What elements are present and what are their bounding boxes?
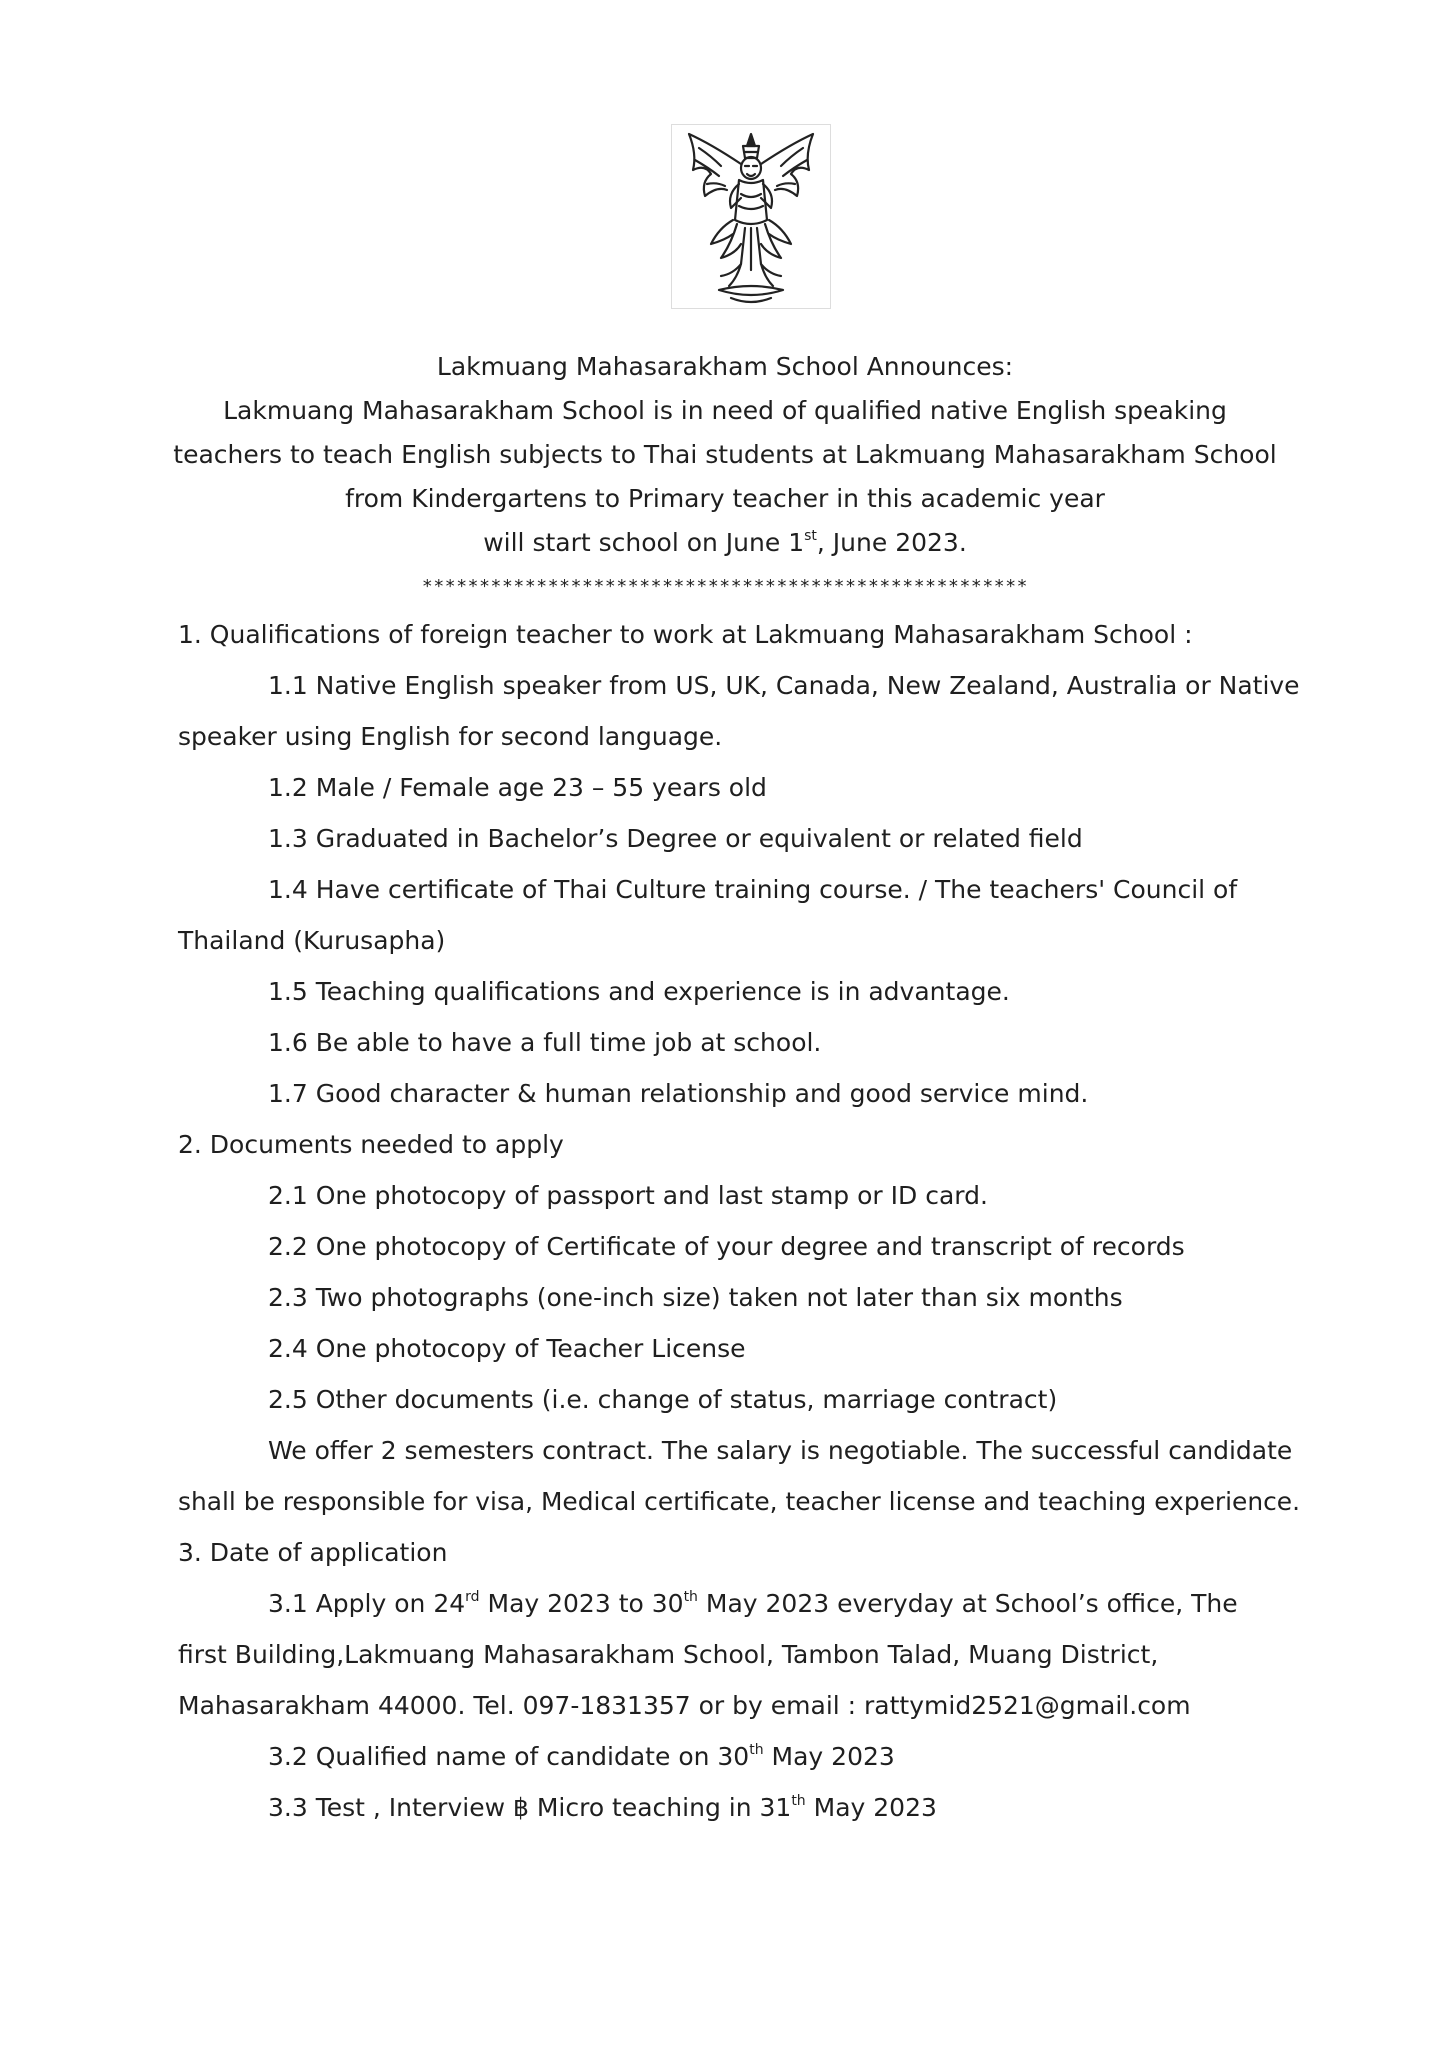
apply-dates-text: 3.1 Apply on 24 — [268, 1589, 466, 1618]
list-item-apply-dates — [268, 1589, 1238, 1619]
list-item — [268, 1793, 937, 1823]
test-interview-text: May 2023 — [805, 1793, 937, 1822]
list-item: 2.4 One photocopy of Teacher License — [268, 1334, 746, 1363]
ordinal-suffix: rd — [465, 1588, 480, 1605]
asterisk-divider: ***************************************************** — [421, 576, 1029, 597]
qualified-name-text: 3.2 Qualified name of candidate on 30 — [268, 1742, 750, 1771]
list-item: 2.1 One photocopy of passport and last stamp or ID card. — [268, 1181, 988, 1210]
announcement-intro-line: teachers to teach English subjects to Thai students at Lakmuang Mahasarakham School — [173, 440, 1277, 469]
start-date-text: will start school on June 1 — [483, 528, 805, 557]
offer-paragraph-continuation: shall be responsible for visa, Medical certificate, teacher license and teaching experience. — [178, 1487, 1301, 1516]
list-item: 1.1 Native English speaker from US, UK, Canada, New Zealand, Australia or Native — [268, 671, 1300, 700]
ordinal-suffix: st — [804, 527, 817, 544]
garuda-emblem-icon — [671, 124, 831, 309]
apply-dates-text: May 2023 everyday — [697, 1589, 954, 1618]
list-item-continuation: speaker using English for second language. — [178, 722, 723, 751]
list-item-continuation: first Building,Lakmuang Mahasarakham School, Tambon Talad, Muang District, — [178, 1640, 1159, 1669]
announcement-title: Lakmuang Mahasarakham School Announces: — [436, 352, 1014, 381]
list-item: 1.5 Teaching qualifications and experience is in advantage. — [268, 977, 1010, 1006]
list-item — [268, 1742, 895, 1772]
announcement-intro-line: Lakmuang Mahasarakham School is in need of qualified native English speaking — [223, 396, 1227, 425]
ordinal-suffix: th — [791, 1792, 806, 1809]
list-item: 1.6 Be able to have a full time job at school. — [268, 1028, 822, 1057]
start-date-text: , June 2023. — [816, 528, 967, 557]
list-item: 1.2 Male / Female age 23 – 55 years old — [268, 773, 767, 802]
list-item: 1.7 Good character & human relationship and good service mind. — [268, 1079, 1089, 1108]
test-interview-text: 3.3 Test , Interview ฿ Micro teaching in 31 — [268, 1793, 792, 1822]
list-item: 2.3 Two photographs (one-inch size) taken not later than six months — [268, 1283, 1123, 1312]
list-item: 1.4 Have certificate of Thai Culture training course. / The teachers' Council of — [268, 875, 1238, 904]
qualified-name-text: May 2023 — [763, 1742, 895, 1771]
section-heading-documents: 2. Documents needed to apply — [178, 1130, 564, 1159]
apply-dates-text: May 2023 to 30 — [479, 1589, 684, 1618]
start-date-line — [0, 528, 1450, 558]
offer-paragraph: We offer 2 semesters contract. The salary is negotiable. The successful candidate — [268, 1436, 1293, 1465]
section-heading-date: 3. Date of application — [178, 1538, 448, 1567]
contact-line: Mahasarakham 44000. Tel. 097-1831357 or by email : rattymid2521@gmail.com — [178, 1691, 1191, 1720]
announcement-intro-line: from Kindergartens to Primary teacher in this academic year — [345, 484, 1105, 513]
office-location-text: at School’s office, The — [953, 1589, 1238, 1618]
section-heading-qualifications: 1. Qualifications of foreign teacher to work at Lakmuang Mahasarakham School : — [178, 620, 1193, 649]
ordinal-suffix: th — [683, 1588, 698, 1605]
list-item: 2.5 Other documents (i.e. change of status, marriage contract) — [268, 1385, 1058, 1414]
list-item: 2.2 One photocopy of Certificate of your degree and transcript of records — [268, 1232, 1185, 1261]
ordinal-suffix: th — [749, 1741, 764, 1758]
list-item: 1.3 Graduated in Bachelor’s Degree or equivalent or related field — [268, 824, 1083, 853]
list-item-continuation: Thailand (Kurusapha) — [178, 926, 446, 955]
